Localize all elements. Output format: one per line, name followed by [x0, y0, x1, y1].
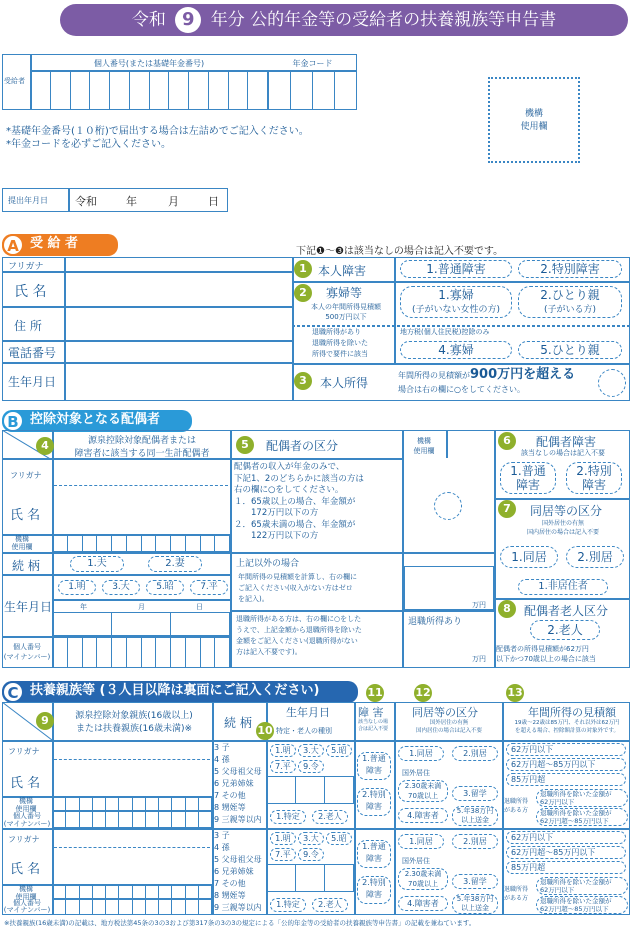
c2-live-0[interactable]: 1.同居: [398, 834, 444, 849]
item2-num: 2: [294, 284, 312, 302]
b-col7-opt3[interactable]: 1.非居住者: [518, 579, 608, 595]
c2-rel-3[interactable]: 6 兄弟姉妹: [214, 867, 254, 876]
c1-rel-3[interactable]: 6 兄弟姉妹: [214, 779, 254, 788]
section-a-note: 下記❶～❸は該当なしの場合は記入不要です。: [296, 246, 504, 257]
c1-inc-1[interactable]: 62万円超～85万円以下: [506, 758, 626, 771]
b-row-mynumber: 個人番号 (マイナンバー): [3, 643, 51, 661]
item3-label: 本人所得: [320, 376, 369, 390]
a-input-name[interactable]: [66, 273, 290, 305]
c1-inc-2[interactable]: 85万円超: [506, 773, 626, 786]
c2-live-6[interactable]: 5.年38万円 以上送金: [452, 894, 498, 914]
b-ymd-month: 月: [138, 603, 145, 611]
c1-live-3[interactable]: 2.30歳未満 70歳以上: [398, 780, 448, 802]
b-input-name[interactable]: [54, 488, 228, 534]
section-c-title: 扶養親族等 (３人目以降は裏面にご記入ください): [30, 683, 320, 698]
c2-furigana: フリガナ: [8, 835, 40, 844]
item1-label: 本人障害: [318, 264, 367, 278]
b-row-furigana: フリガナ: [10, 471, 42, 480]
b-col6-num: 6: [498, 432, 516, 450]
b-col6-opt2[interactable]: 2.特別 障害: [566, 462, 622, 494]
b-input-furigana[interactable]: [54, 460, 228, 486]
section-c-bar: [2, 681, 358, 703]
b-col5-label: 配偶者の区分: [266, 439, 339, 453]
b-retire-label[interactable]: 退職所得あり: [408, 617, 463, 627]
c-col10-label: 特定・老人の種別: [276, 727, 332, 735]
item3-num: 3: [294, 372, 312, 390]
c1-rel-list[interactable]: [214, 742, 262, 826]
b-rel-opt2[interactable]: 2.妻: [148, 556, 202, 572]
item3-circle[interactable]: [598, 369, 626, 397]
c-col11-num: 11: [366, 684, 384, 702]
item3-amount: 900万円を超える: [470, 367, 576, 382]
code-label: 年金コード: [292, 59, 333, 68]
c2-inc-0[interactable]: 62万円以下: [506, 831, 626, 844]
b-era-opt3[interactable]: 5.昭: [146, 580, 184, 595]
b-other-label: 上記以外の場合: [236, 559, 300, 569]
c2-inc-2[interactable]: 85万円超: [506, 861, 626, 874]
c1-retire-label: 退職所得 がある方: [504, 798, 529, 814]
item2-opt1-sub: (子がいない女性の方): [411, 305, 501, 315]
b-spouse-circle[interactable]: [434, 492, 462, 520]
c1-era-4[interactable]: 9.令: [298, 760, 324, 773]
code-input-grid[interactable]: [268, 71, 357, 110]
item2-label: 寡婦等: [326, 286, 363, 300]
b-col8-opt[interactable]: 2.老人: [530, 620, 600, 640]
c-col11-sub: 該当なしの場合は記入不要: [358, 719, 389, 732]
header-year: 9: [175, 7, 201, 33]
b-row-name: 氏 名: [10, 508, 41, 523]
b-col7-opt2[interactable]: 2.別居: [566, 546, 624, 568]
c1-office: 機構 使用欄: [15, 797, 37, 813]
b-birth-grid[interactable]: [52, 612, 230, 636]
c-col9-num: 9: [36, 712, 54, 730]
a-row-name: 氏 名: [14, 284, 47, 300]
item1-num: 1: [294, 260, 312, 278]
b-col8-label: 配偶者老人区分: [524, 604, 609, 618]
b-income-yen: 万円: [472, 601, 486, 609]
c1-birth-grid[interactable]: [266, 776, 354, 804]
b-ymd-day: 日: [196, 603, 203, 611]
c1-input-furigana[interactable]: [54, 742, 210, 760]
c1-input-name[interactable]: [54, 762, 210, 796]
item2-opt2-sub: (子がいる方): [543, 305, 597, 315]
office-use-label: 機構 使用欄: [520, 109, 548, 132]
c1-office-grid: [52, 797, 212, 811]
c1-rel-6[interactable]: 9 三親等以内: [214, 815, 262, 824]
b-era-opt2[interactable]: 3.大: [102, 580, 140, 595]
c1-live-1[interactable]: 2.別居: [452, 746, 498, 761]
b-col7-opt1[interactable]: 1.同居: [500, 546, 558, 568]
a-input-furigana[interactable]: [66, 259, 290, 270]
b-col4-label: 源泉控除対象配偶者または 障害者に該当する同一生計配偶者: [74, 436, 210, 459]
c-col11-label: 障 害: [358, 706, 384, 719]
b-era-opt4[interactable]: 7.平: [190, 580, 228, 595]
item2-opt2[interactable]: [518, 286, 622, 318]
c-col10-num: 10: [256, 722, 274, 740]
c2-birth-grid[interactable]: [266, 864, 354, 892]
c2-era-1[interactable]: 3.大: [298, 832, 324, 845]
c2-live-3[interactable]: 2.30歳未満 70歳以上: [398, 868, 448, 890]
number-input-grid[interactable]: [30, 71, 268, 110]
item2-opt1[interactable]: [400, 286, 512, 318]
b-col6-opt1[interactable]: 1.普通 障害: [500, 462, 556, 494]
a-row-birth: 生年月日: [8, 375, 57, 389]
c1-live-0[interactable]: 1.同居: [398, 746, 444, 761]
c1-era-1[interactable]: 3.大: [298, 744, 324, 757]
note-1: *基礎年金番号(１０桁)で届出する場合は左詰めでご記入ください。: [6, 126, 309, 137]
section-a-letter: A: [2, 234, 24, 256]
submission-year: 年: [126, 195, 137, 208]
c2-mynumber: 個人番号 (マイナンバー): [3, 899, 51, 914]
recipient-side-label: 受給者: [4, 77, 25, 85]
c1-inc-0[interactable]: 62万円以下: [506, 743, 626, 756]
c-col13-label: 年間所得の見積額: [528, 706, 616, 719]
c2-dis-1[interactable]: 2.特別 障害: [357, 876, 391, 904]
c2-era-0[interactable]: 1.明: [270, 832, 296, 845]
c-col12-num: 12: [414, 684, 432, 702]
c1-kind-0[interactable]: 1.特定: [270, 810, 306, 824]
c1-retire-1[interactable]: 退職所得を除いた金額が 62万円超～85万円以下: [536, 808, 628, 826]
c2-rel-1[interactable]: 4 孫: [214, 843, 230, 852]
c2-retire-label: 退職所得 がある方: [504, 886, 529, 902]
b-col7-num: 7: [498, 500, 516, 518]
item2-opt4[interactable]: 4.寡婦: [400, 341, 512, 359]
c1-mynumber: 個人番号 (マイナンバー): [3, 812, 51, 828]
b-office-grid: [52, 535, 230, 552]
b-row-relation: 続 柄: [12, 559, 40, 573]
c1-retire-0[interactable]: 退職所得を除いた金額が 62万円以下: [536, 789, 628, 807]
c2-inc-1[interactable]: 62万円超～85万円以下: [506, 846, 626, 859]
b-retire-yen: 万円: [472, 655, 486, 663]
b-spouse-note: 配偶者の収入が年金のみで、 下記1、2のどちらかに該当の方は 右の欄に○をしてください。 １．65歳以上の場合、年金額が 172万円以下の方 ２．65歳未満の場合、年金額が 122万円以下の方: [234, 462, 364, 541]
c1-live-6[interactable]: 5.年38万円 以上送金: [452, 806, 498, 826]
b-ymd-year: 年: [80, 603, 87, 611]
c2-office: 機構 使用欄: [15, 885, 37, 901]
c2-rel-2[interactable]: 5 父母祖父母: [214, 855, 262, 864]
b-other-note: 年間所得の見積額を計算し、右の欄に ご記入ください(収入がない方はゼロ を記入)。: [238, 573, 357, 603]
c2-retire-0[interactable]: 退職所得を除いた金額が 62万円以下: [536, 877, 628, 895]
c1-live-2: 国外居住: [402, 769, 430, 777]
b-col4-num: 4: [36, 437, 54, 455]
c2-name: 氏 名: [10, 862, 41, 877]
c2-era-4[interactable]: 9.令: [298, 848, 324, 861]
a-input-birth[interactable]: [66, 364, 290, 400]
item1-opt2[interactable]: 2.特別障害: [518, 260, 622, 278]
b-col6-sub: 該当なしの場合は記入不要: [521, 449, 605, 457]
b-mynumber-grid[interactable]: [52, 637, 230, 668]
c-col12-sub: 国外居住の有無 国内居住の場合は記入不要: [415, 720, 482, 734]
c2-input-furigana[interactable]: [54, 830, 210, 848]
c1-live-5[interactable]: 4.障害者: [398, 808, 448, 823]
c2-mynumber-grid[interactable]: [52, 899, 212, 915]
item2-retire-note: 退職所得があり 退職所得を除いた 所得で要件に該当: [312, 328, 368, 358]
section-b-title: 控除対象となる配偶者: [30, 412, 161, 427]
c2-retire-1[interactable]: 退職所得を除いた金額が 62万円超～85万円以下: [536, 896, 628, 914]
submission-day: 日: [208, 195, 219, 208]
b-era-opt1[interactable]: 1.明: [58, 580, 96, 595]
b-row-birth: 生年月日: [4, 600, 53, 614]
a-input-phone[interactable]: [66, 342, 290, 361]
c2-rel-0[interactable]: 3 子: [214, 831, 230, 840]
header-main-title: 年分 公的年金等の受給者の扶養親族等申告書: [210, 10, 557, 30]
c1-name: 氏 名: [10, 776, 41, 791]
c2-dis-0[interactable]: 1.普通 障害: [357, 840, 391, 868]
c2-rel-4[interactable]: 7 その他: [214, 879, 246, 888]
a-input-address[interactable]: [66, 308, 290, 339]
header-era: 令和: [131, 10, 166, 30]
b-office-label: 機構 使用欄: [413, 437, 435, 455]
c2-rel-list[interactable]: [214, 830, 262, 914]
b-rel-opt1[interactable]: 1.夫: [70, 556, 124, 572]
c-col9-label: 源泉控除対象親族(16歳以上) または扶養親族(16歳未満)※: [75, 711, 193, 734]
c2-live-4[interactable]: 3.留学: [452, 874, 498, 889]
item2-local-label: 地方税(個人住民税)控除のみ: [400, 328, 490, 336]
c-col12-label: 同居等の区分: [412, 706, 478, 719]
a-row-furigana: フリガナ: [8, 262, 44, 272]
c1-rel-4[interactable]: 7 その他: [214, 791, 246, 800]
c2-kind-0[interactable]: 1.特定: [270, 898, 306, 912]
c1-kind-1[interactable]: 2.老人: [312, 810, 348, 824]
header-title: [60, 6, 628, 34]
item2-sub: 本人の年間所得見積額 500万円以下: [311, 303, 381, 321]
section-a-title: 受 給 者: [30, 236, 79, 251]
b-col8-num: 8: [498, 600, 516, 618]
number-label: 個人番号(または基礎年金番号): [93, 59, 205, 68]
b-col8-note: 配偶者の所得見積額が62万円 以下かつ70歳以上の場合に該当: [496, 645, 596, 663]
c2-rel-5[interactable]: 8 甥姪等: [214, 891, 246, 900]
c1-rel-2[interactable]: 5 父母祖父母: [214, 767, 262, 776]
c1-mynumber-grid[interactable]: [52, 811, 212, 828]
c2-live-1[interactable]: 2.別居: [452, 834, 498, 849]
c1-dis-0[interactable]: 1.普通 障害: [357, 752, 391, 780]
note-2: *年金コードを必ずご記入ください。: [6, 139, 171, 150]
item2-opt5[interactable]: 5.ひとり親: [518, 341, 622, 359]
c-col13-sub: 19歳～22歳は85万円、それ以外は62万円 を超える場合、控除額計算の対象外です。: [514, 720, 620, 734]
b-col7-label: 同居等の区分: [530, 504, 603, 518]
item2-opt1-label: 1.寡婦: [438, 288, 474, 302]
item3-note1: 年間所得の見積額が: [398, 371, 470, 380]
b-col6-label: 配偶者障害: [536, 435, 597, 449]
a-row-phone: 電話番号: [8, 346, 57, 360]
item2-opt2-label: 2.ひとり親: [540, 288, 600, 302]
c1-live-4[interactable]: 3.留学: [452, 786, 498, 801]
c1-rel-0[interactable]: 3 子: [214, 743, 230, 752]
c1-era-3[interactable]: 7.平: [270, 760, 296, 773]
c-relation-label: 続 柄: [224, 716, 252, 730]
submission-month: 月: [168, 195, 179, 208]
submission-era: 令和: [75, 195, 97, 208]
section-b-letter: B: [2, 410, 24, 432]
c2-live-2: 国外居住: [402, 857, 430, 865]
c2-era-3[interactable]: 7.平: [270, 848, 296, 861]
c2-input-name[interactable]: [54, 850, 210, 884]
footnote: ※扶養親族(16歳未満)の記載は、地方税法第45条の3の3および第317条の3の3の規定による「公的年金等の受給者の扶養親族等申告書」の記載を兼ねています。: [4, 919, 476, 927]
item3-note: [398, 368, 575, 397]
c2-kind-1[interactable]: 2.老人: [312, 898, 348, 912]
item3-note2: 場合は右の欄に○をしてください。: [398, 385, 525, 394]
item1-opt1[interactable]: 1.普通障害: [400, 260, 512, 278]
b-col7-sub: 国外居住の有無 国内居住の場合は記入不要: [526, 520, 599, 536]
b-col5-num: 5: [236, 436, 254, 454]
submission-label: 提出年月日: [8, 196, 48, 205]
b-retire-note: 退職所得がある方は、右の欄に○をした うえで、上記金額から退職所得を除いた 金額をご記入ください(退職所得がない 方は記入不要です)。: [236, 615, 362, 656]
c1-era-0[interactable]: 1.明: [270, 744, 296, 757]
c1-era-2[interactable]: 5.昭: [326, 744, 352, 757]
c1-furigana: フリガナ: [8, 747, 40, 756]
c-birth-label: 生年月日: [286, 706, 330, 719]
c-col13-num: 13: [506, 684, 524, 702]
b-row-office: 機構 使用欄: [11, 535, 33, 551]
c2-live-5[interactable]: 4.障害者: [398, 896, 448, 911]
section-b-bar: [2, 410, 192, 432]
section-c-letter: C: [2, 681, 24, 703]
c2-rel-6[interactable]: 9 三親等以内: [214, 903, 262, 912]
c2-era-2[interactable]: 5.昭: [326, 832, 352, 845]
c1-rel-1[interactable]: 4 孫: [214, 755, 230, 764]
c1-dis-1[interactable]: 2.特別 障害: [357, 788, 391, 816]
a-row-address: 住 所: [14, 319, 42, 333]
c2-office-grid: [52, 885, 212, 899]
c1-rel-5[interactable]: 8 甥姪等: [214, 803, 246, 812]
